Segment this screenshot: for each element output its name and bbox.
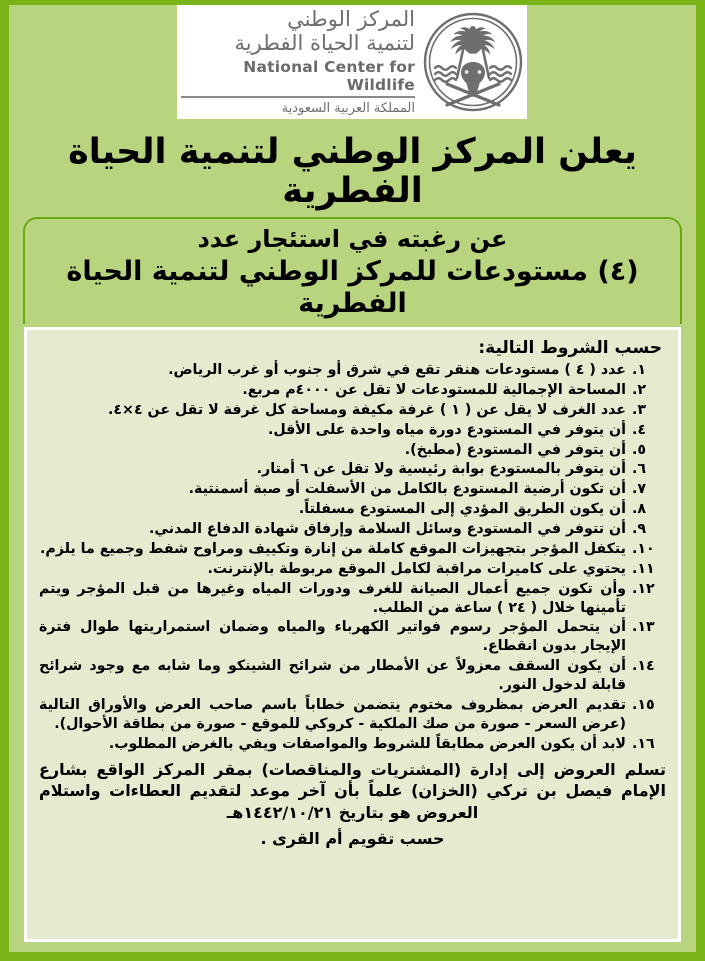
item-text: تقديم العرض بمظروف مختوم يتضمن خطاباً باسم صاحب العرض والأوراق التالية (عرض السعر - صورة من صك الملكية - كروكي للموقع - صورة من بطاقة الأحوال).	[39, 696, 626, 732]
conditions-panel	[24, 327, 681, 942]
item-text: أن تكون أرضية المستودع بالكامل من الأسفلت أو صبة أسمنتية.	[188, 481, 626, 498]
logo-country-name: المملكة العربية السعودية	[281, 100, 415, 116]
list-item	[39, 401, 666, 420]
list-item	[39, 441, 666, 460]
item-number: ١.	[632, 362, 647, 378]
conditions-title: حسب الشروط التالية:	[478, 338, 662, 358]
item-text: المساحة الإجمالية للمستودعات لا تقل عن ٤٠٠٠م مربع.	[242, 381, 626, 398]
item-text: أن يكون السقف معزولاً عن الأمطار من شرائح الشينكو وما شابه مع وجود شرائح قابلة لدخول النور.	[39, 658, 626, 693]
item-text: أن يتوفر بالمستودع بوابة رئيسية ولا تقل عن ٦ أمتار.	[256, 461, 626, 478]
item-number: ٢.	[632, 381, 647, 398]
list-item	[39, 580, 666, 618]
item-text: لابد أن يكون العرض مطابقاً للشروط والمواصفات ويفي بالغرض المطلوب.	[108, 735, 626, 752]
item-text: أن يتحمل المؤجر رسوم فواتير الكهرباء والمياه وضمان استمراريتها طوال فترة الإيجار بدون انقطاع.	[39, 619, 626, 655]
list-item	[39, 480, 666, 499]
item-number: ١٠.	[632, 540, 655, 557]
item-number: ٣.	[632, 401, 647, 418]
list-item	[39, 520, 666, 539]
item-number: ١٦.	[632, 735, 655, 752]
list-item	[39, 657, 666, 695]
item-number: ١٥.	[632, 696, 655, 713]
submission-instructions: تسلم العروض إلى إدارة (المشتريات والمناقصات) بمقر المركز الواقع بشارع الإمام فيصل بن تركي (الخزان) علماً بأن آخر موعد لتقديم العطاءات واستلام العروض هو بتاريخ ١٤٤٢/١٠/٢١هـ	[39, 759, 666, 822]
item-text: عدد ( ٤ ) مستودعات هنقر تقع في شرق أو جنوب أو غرب الرياض.	[168, 362, 626, 378]
list-item	[39, 500, 666, 519]
item-number: ١١.	[632, 560, 655, 577]
logo-box	[177, 5, 527, 119]
item-text: وأن تكون جميع أعمال الصيانة للغرف ودورات المياه وغيرها من قبل المؤجر ويتم تأمينها خلال ( ٢٤ ) ساعة من الطلب.	[39, 580, 626, 616]
logo-text-block	[177, 8, 421, 115]
list-item	[39, 361, 666, 380]
list-item	[39, 696, 666, 734]
logo-arabic-line-1: المركز الوطني	[287, 7, 415, 32]
item-number: ٥.	[632, 441, 647, 458]
list-item	[39, 560, 666, 579]
item-text: أن يتوفر في المستودع دورة مياه واحدة على الأقل.	[267, 421, 626, 438]
item-number: ١٢.	[632, 580, 655, 597]
item-number: ٧.	[632, 481, 647, 498]
item-number: ٩.	[632, 521, 647, 537]
item-number: ٤.	[632, 421, 647, 438]
item-number: ١٣.	[632, 619, 655, 636]
item-text: أن تتوفر في المستودع وسائل السلامة وإرفاق شهادة الدفاع المدني.	[149, 521, 626, 537]
logo-arabic-line-2: لتنمية الحياة الفطرية	[234, 31, 415, 55]
item-number: ٦.	[632, 461, 647, 478]
item-number: ٨.	[632, 501, 647, 518]
item-text: أن يكون الطريق المؤدي إلى المستودع مسفلتاً.	[298, 501, 626, 518]
list-item	[39, 381, 666, 400]
list-item	[39, 735, 666, 754]
item-number: ١٤.	[632, 658, 655, 675]
announcement-headline: يعلن المركز الوطني لتنمية الحياة الفطرية	[68, 132, 637, 212]
calendar-note: حسب تقويم أم القرى .	[260, 829, 445, 849]
logo-english-name: National Center for Wildlife	[181, 58, 415, 98]
item-text: أن يتوفر في المستودع (مطبخ).	[404, 441, 626, 458]
logo-strip	[9, 5, 696, 123]
item-text: عدد الغرف لا يقل عن ( ١ ) غرفة مكيفة ومساحة كل غرفة لا تقل عن ٤×٤.	[107, 401, 626, 418]
saudi-emblem-icon	[421, 10, 525, 114]
list-item	[39, 540, 666, 559]
list-item	[39, 460, 666, 479]
item-text: يحتوي على كاميرات مراقبة لكامل الموقع مربوطة بالإنترنت.	[207, 560, 626, 577]
list-item	[39, 618, 666, 656]
sub-banner-line-2: (٤) مستودعات للمركز الوطني لتنمية الحياة الفطرية	[66, 256, 639, 320]
sub-banner-line-1: عن رغبته في استئجار عدد	[197, 225, 508, 254]
sub-banner	[23, 217, 682, 324]
conditions-list	[39, 361, 666, 754]
list-item	[39, 421, 666, 440]
item-text: يتكفل المؤجر بتجهيزات الموقع كاملة من إنارة وتكييف ومراوح شفط وجميع ما يلزم.	[39, 540, 626, 557]
